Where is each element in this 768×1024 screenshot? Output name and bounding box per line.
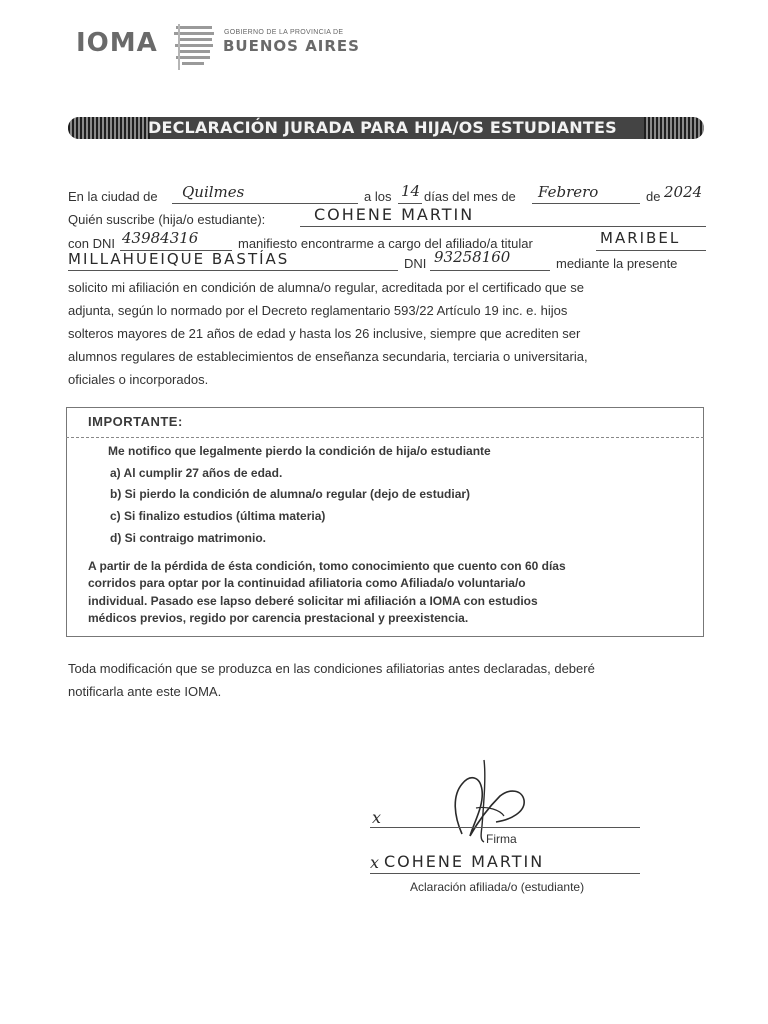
name-mark: x: [370, 853, 380, 872]
year-label: de: [646, 189, 661, 204]
important-item-d: d) Si contraigo matrimonio.: [110, 531, 267, 545]
dni-label: con DNI: [68, 236, 115, 251]
firma-label: Firma: [486, 832, 517, 846]
government-label: GOBIERNO DE LA PROVINCIA DE: [224, 29, 344, 36]
body-line-3: solteros mayores de 21 años de edad y hasta los 26 inclusive, siempre que acrediten ser: [68, 326, 581, 341]
signer-field-line: [300, 226, 706, 227]
important-item-a: a) Al cumplir 27 años de edad.: [110, 466, 283, 480]
titular-label: manifiesto encontrarme a cargo del afiliado/a titular: [238, 236, 533, 251]
day-field: 14: [401, 182, 421, 200]
name-line: [370, 873, 640, 874]
body-line-2: adjunta, según lo normado por el Decreto reglamentario 593/22 Artículo 19 inc. e. hijos: [68, 303, 568, 318]
month-field: Febrero: [538, 183, 599, 201]
important-item-b: b) Si pierdo la condición de alumna/o regular (dejo de estudiar): [110, 487, 471, 501]
titular-field-line: [596, 250, 706, 251]
city-field: Quilmes: [182, 183, 245, 201]
footer-line-2: notificarla ante este IOMA.: [68, 684, 222, 699]
signer-label: Quién suscribe (hija/o estudiante):: [68, 212, 266, 227]
title-bar-hatch-right: [644, 117, 704, 139]
important-paragraph-1: A partir de la pérdida de ésta condición, tomo conocimiento que cuento con 60 días: [88, 559, 566, 573]
dni-field: 43984316: [122, 229, 199, 247]
titular-field-first: MARIBEL: [600, 229, 681, 247]
dni2-label: DNI: [404, 256, 427, 271]
aclaracion-label: Aclaración afiliada/o (estudiante): [410, 880, 585, 894]
dni2-field: 93258160: [434, 248, 511, 266]
titular-surname-line: [68, 270, 398, 271]
footer-line-1: Toda modificación que se produzca en las condiciones afiliatorias antes declaradas, deberé: [68, 661, 595, 676]
city-field-line: [172, 203, 358, 204]
important-intro: Me notifico que legalmente pierdo la condición de hija/o estudiante: [108, 444, 491, 458]
important-separator: [66, 437, 704, 438]
day-label: a los: [364, 189, 392, 204]
important-paragraph-3: individual. Pasado ese lapso deberé solicitar mi afiliación a IOMA con estudios: [88, 594, 538, 608]
day-field-line: [398, 203, 422, 204]
body-line-1: solicito mi afiliación en condición de alumna/o regular, acreditada por el certificado que se: [68, 280, 584, 295]
important-paragraph-4: médicos previos, regido por carencia prestacional y preexistencia.: [88, 611, 469, 625]
titular-field-surname: MILLAHUEIQUE BASTÍAS: [68, 250, 290, 268]
name-field: COHENE MARTIN: [384, 852, 545, 871]
city-label: En la ciudad de: [68, 189, 158, 204]
body-line-4: alumnos regulares de establecimientos de enseñanza secundaria, terciaria o universitaria,: [68, 349, 588, 364]
signature-line: [370, 827, 640, 828]
body-line-5: oficiales o incorporados.: [68, 372, 209, 387]
signature-mark: x: [372, 808, 382, 827]
title-bar-hatch-left: [68, 117, 150, 139]
month-field-line: [532, 203, 640, 204]
province-name: BUENOS AIRES: [223, 37, 360, 55]
document-title: DECLARACIÓN JURADA PARA HIJA/OS ESTUDIANTES: [148, 118, 617, 137]
month-label: días del mes de: [424, 189, 516, 204]
line4-tail: mediante la presente: [556, 256, 678, 271]
important-item-c: c) Si finalizo estudios (última materia): [110, 509, 326, 523]
year-field: 2024: [664, 183, 703, 201]
important-title: IMPORTANTE:: [88, 414, 183, 429]
signer-field: COHENE MARTIN: [314, 205, 475, 224]
province-emblem-icon: [172, 22, 216, 72]
dni2-field-line: [430, 270, 550, 271]
important-paragraph-2: corridos para optar por la continuidad afiliatoria como Afiliada/o voluntaria/o: [88, 576, 526, 590]
ioma-logo: IOMA: [76, 28, 158, 58]
